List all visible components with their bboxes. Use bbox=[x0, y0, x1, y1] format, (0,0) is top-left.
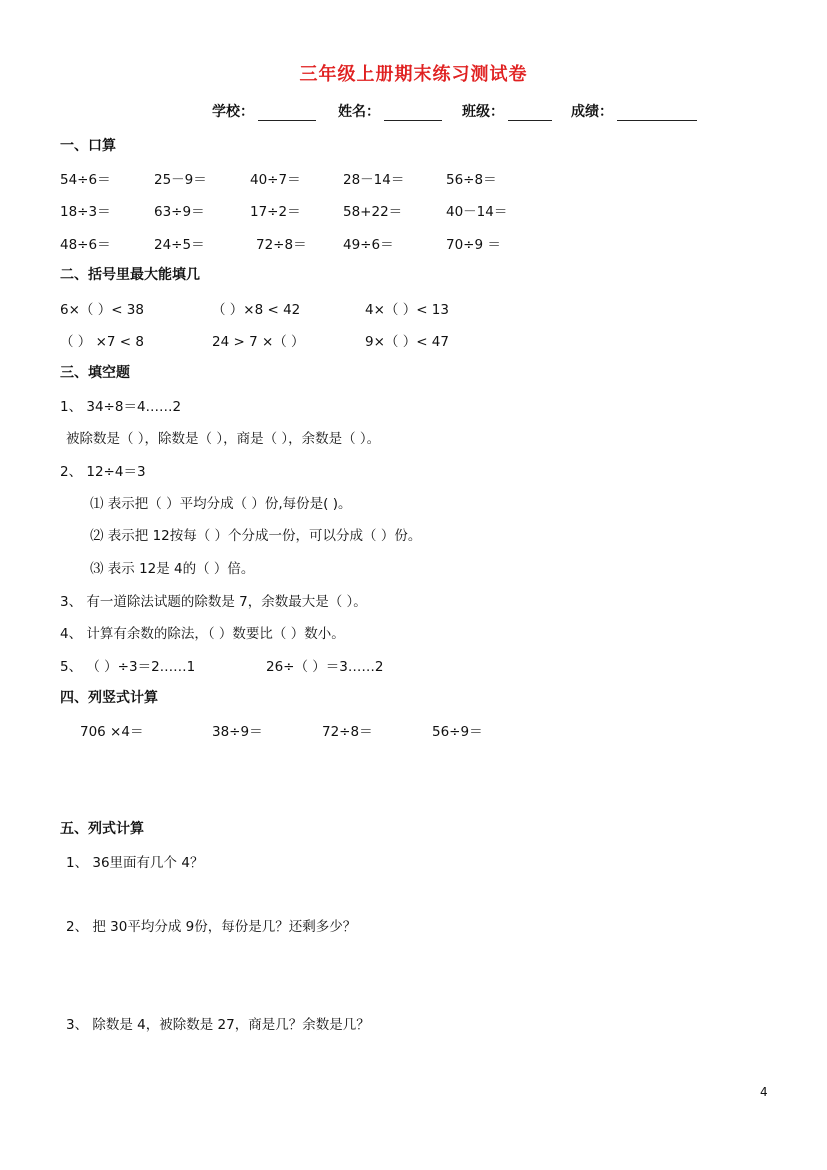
bracket-item: 6×（ ）< 38 bbox=[60, 302, 144, 318]
section-2-heading: 二、括号里最大能填几 bbox=[60, 267, 200, 283]
oral-item: 48÷6＝ bbox=[60, 237, 111, 253]
name-field[interactable] bbox=[338, 101, 442, 121]
school-blank[interactable] bbox=[258, 104, 316, 121]
oral-item: 56÷8＝ bbox=[446, 172, 497, 188]
fill-question-2-part-1: ⑴ 表示把（ ）平均分成（ ）份,每份是( )。 bbox=[90, 496, 352, 512]
bracket-item: 9×（ ）< 47 bbox=[365, 334, 449, 350]
score-blank[interactable] bbox=[617, 104, 697, 121]
fill-question-4: 4、 计算有余数的除法，（ ）数要比（ ）数小。 bbox=[60, 626, 345, 642]
oral-item: 17÷2＝ bbox=[250, 204, 301, 220]
bracket-item: （ ） ×7 < 8 bbox=[60, 334, 144, 350]
section-1-heading: 一、口算 bbox=[60, 138, 116, 154]
oral-item: 40－14＝ bbox=[446, 204, 508, 220]
bracket-item: （ ）×8 < 42 bbox=[212, 302, 301, 318]
section-4-heading: 四、列竖式计算 bbox=[60, 690, 158, 706]
bracket-item: 4×（ ）< 13 bbox=[365, 302, 449, 318]
vertical-calc-item: 38÷9＝ bbox=[212, 724, 263, 740]
oral-item: 58+22＝ bbox=[343, 204, 403, 220]
vertical-calc-item: 72÷8＝ bbox=[322, 724, 373, 740]
word-problem-1: 1、 36里面有几个 4？ bbox=[66, 855, 204, 871]
oral-item: 25－9＝ bbox=[154, 172, 207, 188]
oral-item: 24÷5＝ bbox=[154, 237, 205, 253]
school-field[interactable] bbox=[212, 101, 316, 121]
oral-item: 54÷6＝ bbox=[60, 172, 111, 188]
fill-question-5b: 26÷（ ）＝3……2 bbox=[266, 659, 384, 675]
school-label: 学校： bbox=[212, 104, 254, 120]
oral-item: 63÷9＝ bbox=[154, 204, 205, 220]
oral-item: 28－14＝ bbox=[343, 172, 405, 188]
vertical-calc-item: 56÷9＝ bbox=[432, 724, 483, 740]
fill-question-1-detail: 被除数是（ ），除数是（ ），商是（ ），余数是（ ）。 bbox=[66, 431, 381, 447]
word-problem-2: 2、 把 30平均分成 9份，每份是几？还剩多少？ bbox=[66, 919, 357, 935]
class-blank[interactable] bbox=[508, 104, 552, 121]
page-title: 三年级上册期末练习测试卷 bbox=[299, 64, 528, 85]
section-3-heading: 三、填空题 bbox=[60, 365, 130, 381]
fill-question-2: 2、 12÷4＝3 bbox=[60, 464, 146, 480]
oral-item: 72÷8＝ bbox=[256, 237, 307, 253]
class-field[interactable] bbox=[462, 101, 552, 121]
class-label: 班级： bbox=[462, 104, 504, 120]
fill-question-2-part-3: ⑶ 表示 12是 4的（ ）倍。 bbox=[90, 561, 255, 577]
oral-item: 40÷7＝ bbox=[250, 172, 301, 188]
name-blank[interactable] bbox=[384, 104, 442, 121]
oral-item: 18÷3＝ bbox=[60, 204, 111, 220]
vertical-calc-item: 706 ×4＝ bbox=[80, 724, 144, 740]
section-5-heading: 五、列式计算 bbox=[60, 821, 144, 837]
bracket-item: 24 > 7 ×（ ） bbox=[212, 334, 305, 350]
word-problem-3: 3、 除数是 4，被除数是 27，商是几？余数是几？ bbox=[66, 1017, 370, 1033]
score-label: 成绩： bbox=[571, 104, 613, 120]
name-label: 姓名： bbox=[338, 104, 380, 120]
score-field[interactable] bbox=[571, 101, 697, 121]
page-number: 4 bbox=[760, 1085, 768, 1099]
oral-item: 49÷6＝ bbox=[343, 237, 394, 253]
fill-question-3: 3、 有一道除法试题的除数是 7，余数最大是（ ）。 bbox=[60, 594, 367, 610]
oral-item: 70÷9 ＝ bbox=[446, 237, 501, 253]
fill-question-1: 1、 34÷8＝4……2 bbox=[60, 399, 182, 415]
fill-question-5a: 5、 （ ）÷3＝2……1 bbox=[60, 659, 196, 675]
fill-question-2-part-2: ⑵ 表示把 12按每（ ）个分成一份，可以分成（ ）份。 bbox=[90, 528, 422, 544]
